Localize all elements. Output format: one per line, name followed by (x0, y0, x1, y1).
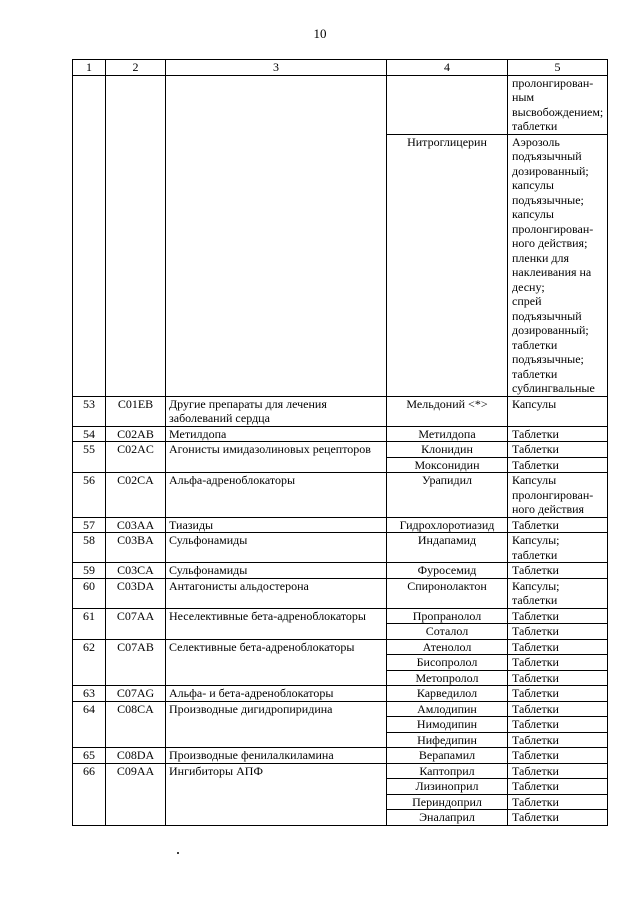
dosage-form-line: Таблетки (512, 701, 559, 716)
table-row (73, 517, 608, 533)
drug-name: Соталол (387, 624, 508, 640)
table-row (73, 563, 608, 579)
atc-code: C03BA (106, 533, 166, 563)
dosage-form-line: Капсулы; (512, 533, 560, 547)
dosage-form-line: таблетки (512, 366, 558, 381)
drug-name: Урапидил (387, 473, 508, 518)
row-number: 53 (73, 396, 106, 426)
row-number: 55 (73, 442, 106, 473)
atc-code: C02CA (106, 473, 166, 518)
header-cell: 3 (166, 60, 387, 76)
dosage-form-line: Таблетки (512, 748, 559, 762)
drug-name: Мельдоний <*> (387, 396, 508, 426)
drug-name: Карведилол (387, 686, 508, 702)
table-row (73, 686, 608, 702)
dosage-form-line: пролонгирован- (512, 221, 594, 236)
table-row (73, 763, 608, 779)
atc-code: C07AG (106, 686, 166, 702)
dosage-forms (508, 517, 608, 533)
drug-group: Ингибиторы АПФ (166, 763, 387, 825)
row-number: 61 (73, 608, 106, 639)
dosage-form-line: таблетки (512, 593, 558, 607)
dosage-forms (508, 533, 608, 563)
drug-name: Моксонидин (387, 457, 508, 473)
dosage-form-line: дозированный; (512, 323, 589, 337)
dosage-form-line: подъязычный (512, 149, 582, 163)
dosage-forms (508, 75, 608, 134)
drug-name: Гидрохлоротиазид (387, 517, 508, 533)
table-row (73, 578, 608, 608)
header-cell: 4 (387, 60, 508, 76)
dosage-form-line: Капсулы (512, 396, 557, 411)
dosage-form-line: ного действия (512, 502, 585, 516)
atc-code: C03AA (106, 517, 166, 533)
dosage-forms (508, 134, 608, 396)
table-row (73, 533, 608, 563)
atc-code: C02AB (106, 426, 166, 442)
dosage-forms (508, 732, 608, 748)
drug-name: Пропранолол (387, 608, 508, 624)
drug-group: Тиазиды (166, 517, 387, 533)
drug-name: Нимодипин (387, 717, 508, 733)
dosage-form-line: дозированный; (512, 163, 589, 178)
dosage-form-line: Таблетки (512, 670, 559, 685)
atc-code: C03CA (106, 563, 166, 579)
table-row (73, 75, 608, 134)
page-number: 10 (313, 26, 327, 41)
drug-name: Индапамид (387, 533, 508, 563)
dosage-form-line: пролонгирован- (512, 487, 594, 502)
row-number: 60 (73, 578, 106, 608)
dosage-form-line: Таблетки (512, 457, 559, 472)
dosage-forms (508, 624, 608, 640)
table-row (73, 701, 608, 717)
drug-group: Другие препараты для лечения заболеваний сердца (166, 396, 387, 426)
drug-name: Лизиноприл (387, 779, 508, 795)
dosage-forms (508, 442, 608, 458)
dosage-form-line: Таблетки (512, 686, 559, 700)
dosage-form-line: высвобождением; (512, 104, 604, 119)
dosage-form-line: Таблетки (512, 763, 559, 778)
dosage-forms (508, 578, 608, 608)
dosage-form-line: Таблетки (512, 426, 559, 441)
table-row (73, 639, 608, 655)
dosage-form-line: Таблетки (512, 517, 559, 532)
drug-name: Периндоприл (387, 794, 508, 810)
dosage-form-line: Таблетки (512, 655, 559, 669)
dosage-forms (508, 794, 608, 810)
dosage-form-line: таблетки (512, 119, 558, 133)
table-row (73, 748, 608, 764)
atc-code: C02AC (106, 442, 166, 473)
dosage-form-line: капсулы (512, 207, 554, 221)
table-row (73, 473, 608, 518)
table-row (73, 442, 608, 458)
dosage-form-line: Капсулы; (512, 578, 560, 593)
dosage-forms (508, 779, 608, 795)
table-body (73, 75, 608, 825)
drug-name: Каптоприл (387, 763, 508, 779)
drug-name: Атенолол (387, 639, 508, 655)
dosage-forms (508, 639, 608, 655)
dosage-forms (508, 396, 608, 426)
row-number: 57 (73, 517, 106, 533)
dosage-form-line: таблетки (512, 337, 558, 352)
atc-code: C09AA (106, 763, 166, 825)
atc-code: C08DA (106, 748, 166, 764)
row-number: 58 (73, 533, 106, 563)
drug-table (72, 59, 608, 826)
dosage-forms (508, 748, 608, 764)
header-cell: 2 (106, 60, 166, 76)
dosage-form-line: капсулы (512, 178, 554, 192)
dosage-forms (508, 701, 608, 717)
dosage-form-line: Капсулы (512, 473, 557, 487)
row-number: 63 (73, 686, 106, 702)
drug-name: Метопролол (387, 670, 508, 686)
drug-group: Сульфонамиды (166, 533, 387, 563)
dosage-form-line: Таблетки (512, 608, 559, 623)
drug-name: Эналаприл (387, 810, 508, 826)
drug-group: Антагонисты альдостерона (166, 578, 387, 608)
dosage-forms (508, 457, 608, 473)
drug-group: Производные дигидропиридина (166, 701, 387, 748)
row-number: 54 (73, 426, 106, 442)
dosage-form-line: пролонгирован- (512, 75, 594, 90)
row-number: 62 (73, 639, 106, 686)
drug-group: Селективные бета-адреноблокаторы (166, 639, 387, 686)
dosage-form-line: ным (512, 90, 535, 104)
atc-code: C01EB (106, 396, 166, 426)
dosage-form-line: наклеивания на (512, 265, 592, 279)
row-number: 59 (73, 563, 106, 579)
dosage-form-line: подъязычные; (512, 192, 584, 207)
dosage-forms (508, 426, 608, 442)
dosage-form-line: подъязычный (512, 308, 582, 323)
drug-name: Амлодипин (387, 701, 508, 717)
atc-code: C07AB (106, 639, 166, 686)
drug-name: Метилдопа (387, 426, 508, 442)
dosage-form-line: Таблетки (512, 563, 559, 577)
dosage-form-line: Таблетки (512, 794, 559, 809)
drug-group: Сульфонамиды (166, 563, 387, 579)
dosage-form-line: сублингвальные (512, 381, 595, 395)
dosage-form-line: Таблетки (512, 810, 559, 824)
dosage-form-line: Таблетки (512, 717, 559, 731)
dosage-form-line: Таблетки (512, 639, 559, 654)
header-row (73, 60, 608, 76)
dosage-form-line: таблетки (512, 547, 558, 562)
drug-name: Спиронолактон (387, 578, 508, 608)
dosage-form-line: Таблетки (512, 442, 559, 456)
drug-group (166, 75, 387, 396)
dosage-form-line: Аэрозоль (512, 134, 560, 149)
dosage-forms (508, 655, 608, 671)
dosage-form-line: ного действия; (512, 236, 588, 250)
drug-group: Альфа-адреноблокаторы (166, 473, 387, 518)
table-row (73, 396, 608, 426)
drug-name: Клонидин (387, 442, 508, 458)
dosage-forms (508, 763, 608, 779)
dosage-forms (508, 473, 608, 518)
drug-name (387, 75, 508, 134)
dosage-forms (508, 717, 608, 733)
header-cell: 5 (508, 60, 608, 76)
header-cell: 1 (73, 60, 106, 76)
dosage-forms (508, 608, 608, 624)
drug-group: Агонисты имидазолиновых рецепторов (166, 442, 387, 473)
drug-group: Производные фенилалкиламина (166, 748, 387, 764)
drug-name: Нифедипин (387, 732, 508, 748)
dosage-forms (508, 810, 608, 826)
dosage-form-line: Таблетки (512, 732, 559, 747)
row-number (73, 75, 106, 396)
dosage-forms (508, 670, 608, 686)
row-number: 65 (73, 748, 106, 764)
dosage-form-line: десну; (512, 279, 545, 294)
dosage-form-line: Таблетки (512, 779, 559, 793)
dosage-forms (508, 563, 608, 579)
table-row (73, 426, 608, 442)
drug-group: Альфа- и бета-адреноблокаторы (166, 686, 387, 702)
row-number: 66 (73, 763, 106, 825)
stray-dot (177, 852, 179, 854)
atc-code: C03DA (106, 578, 166, 608)
drug-name: Нитроглицерин (387, 134, 508, 396)
drug-name: Бисопролол (387, 655, 508, 671)
drug-group: Метилдопа (166, 426, 387, 442)
row-number: 64 (73, 701, 106, 748)
dosage-form-line: пленки для (512, 250, 570, 265)
drug-name: Верапамил (387, 748, 508, 764)
table-row (73, 608, 608, 624)
atc-code: C08CA (106, 701, 166, 748)
dosage-form-line: Таблетки (512, 624, 559, 638)
drug-name: Фуросемид (387, 563, 508, 579)
atc-code: C07AA (106, 608, 166, 639)
dosage-form-line: подъязычные; (512, 352, 584, 366)
atc-code (106, 75, 166, 396)
dosage-forms (508, 686, 608, 702)
row-number: 56 (73, 473, 106, 518)
drug-group: Неселективные бета-адреноблокаторы (166, 608, 387, 639)
dosage-form-line: спрей (512, 294, 542, 308)
